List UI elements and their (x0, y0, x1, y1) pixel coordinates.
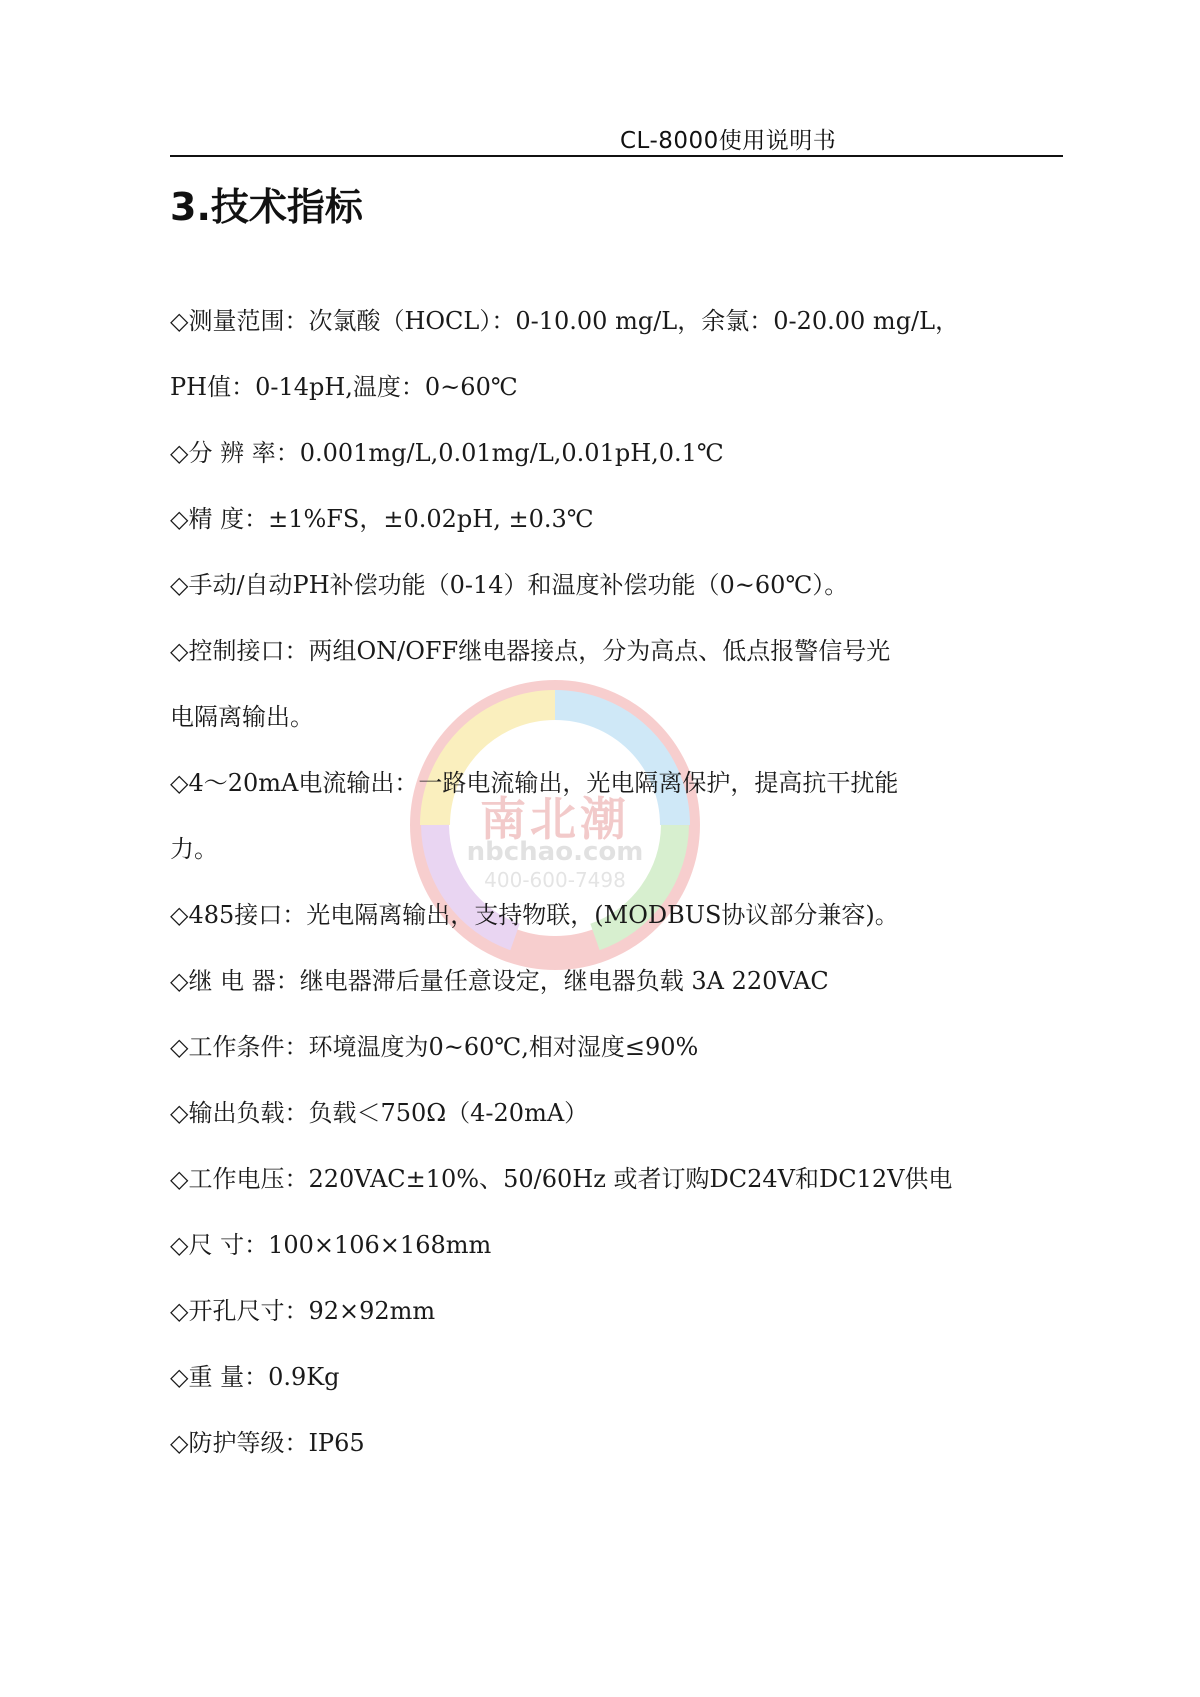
spec-line: ◇工作电压：220VAC±10%、50/60Hz 或者订购DC24V和DC12V供电 (170, 1165, 953, 1193)
spec-line: PH值：0-14pH,温度：0~60℃ (170, 373, 518, 401)
spec-item (170, 1410, 1070, 1476)
spec-line: 电隔离输出。 (170, 703, 314, 731)
spec-item (170, 1080, 1070, 1146)
spec-line: ◇控制接口：两组ON/OFF继电器接点，分为高点、低点报警信号光 (170, 637, 891, 665)
spec-item (170, 1344, 1070, 1410)
spec-line: ◇开孔尺寸：92×92mm (170, 1297, 436, 1325)
spec-line: ◇防护等级：IP65 (170, 1429, 365, 1457)
spec-line: ◇尺 寸：100×106×168mm (170, 1231, 492, 1259)
spec-line: ◇手动/自动PH补偿功能（0-14）和温度补偿功能（0~60℃）。 (170, 571, 849, 599)
spec-line: ◇输出负载：负载＜750Ω（4-20mA） (170, 1099, 589, 1127)
spec-item (170, 288, 1070, 420)
watermark-phone: 400-600-7498 (484, 868, 626, 892)
watermark-brand-cn: 南北潮 (480, 792, 630, 846)
spec-line: ◇测量范围：次氯酸（HOCL）：0-10.00 mg/L，余氯：0-20.00 mg/L， (170, 307, 960, 335)
spec-item (170, 948, 1070, 1014)
spec-item (170, 750, 1070, 882)
watermark-brand-en: nbchao.com (466, 837, 644, 867)
spec-item (170, 486, 1070, 552)
spec-line: ◇重 量：0.9Kg (170, 1363, 340, 1391)
spec-item (170, 420, 1070, 486)
spec-item (170, 618, 1070, 750)
spec-item (170, 552, 1070, 618)
spec-line: ◇485接口：光电隔离输出，支持物联，(MODBUS协议部分兼容)。 (170, 901, 899, 929)
spec-item (170, 882, 1070, 948)
spec-item (170, 1014, 1070, 1080)
section-title: 3.技术指标 (170, 185, 363, 229)
spec-item (170, 1146, 1070, 1212)
document-header-title: CL-8000使用说明书 (620, 128, 837, 154)
spec-item (170, 1278, 1070, 1344)
spec-line: ◇4～20mA电流输出：一路电流输出，光电隔离保护，提高抗干扰能 (170, 769, 899, 797)
header-divider (170, 155, 1063, 157)
spec-line: 力。 (170, 835, 218, 863)
spec-line: ◇精 度：±1%FS，±0.02pH, ±0.3℃ (170, 505, 594, 533)
spec-item (170, 1212, 1070, 1278)
spec-line: ◇继 电 器：继电器滞后量任意设定，继电器负载 3A 220VAC (170, 967, 829, 995)
spec-line: ◇分 辨 率：0.001mg/L,0.01mg/L,0.01pH,0.1℃ (170, 439, 724, 467)
spec-line: ◇工作条件：环境温度为0~60℃,相对湿度≤90% (170, 1033, 699, 1061)
